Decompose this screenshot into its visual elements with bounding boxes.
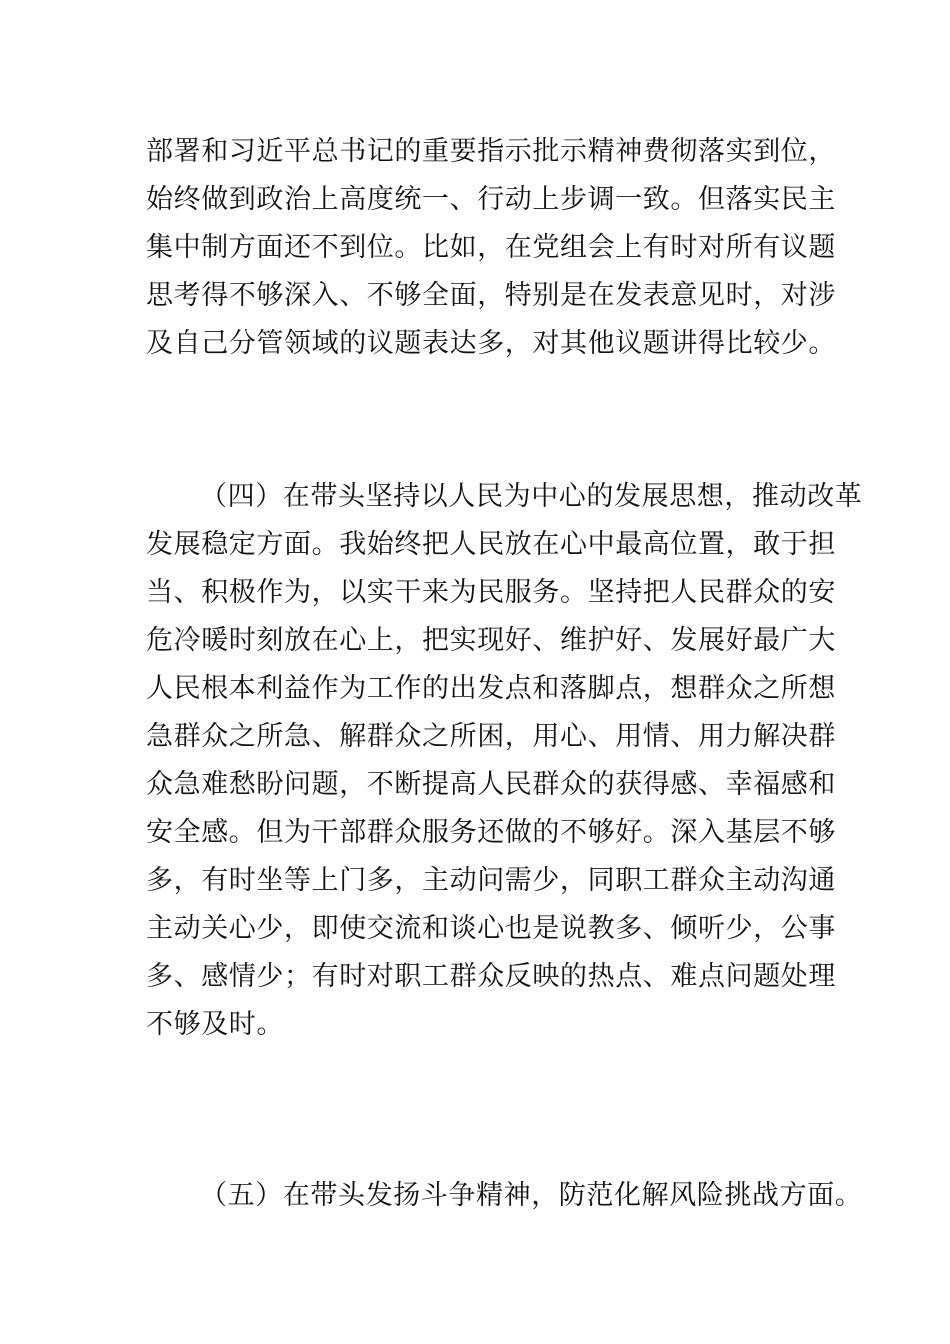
paragraph-2-line-11: 多、感情少；有时对职工群众反映的热点、难点问题处理 bbox=[146, 961, 836, 992]
paragraph-1-line-3: 集中制方面还不到位。比如，在党组会上有时对所有议题 bbox=[146, 232, 836, 263]
paragraph-2-line-7: 众急难愁盼问题，不断提高人民群众的获得感、幸福感和 bbox=[146, 769, 836, 800]
paragraph-2-line-3: 当、积极作为，以实干来为民服务。坚持把人民群众的安 bbox=[146, 577, 836, 608]
paragraph-2-line-8: 安全感。但为干部群众服务还做的不够好。深入基层不够 bbox=[146, 817, 836, 848]
paragraph-1-line-2: 始终做到政治上高度统一、行动上步调一致。但落实民主 bbox=[146, 184, 836, 215]
paragraph-1-line-1: 部署和习近平总书记的重要指示批示精神费彻落实到位， bbox=[146, 136, 836, 167]
paragraph-2-line-2: 发展稳定方面。我始终把人民放在心中最高位置，敢于担 bbox=[146, 529, 836, 560]
paragraph-2-line-12: 不够及时。 bbox=[146, 1009, 284, 1040]
paragraph-2-line-10: 主动关心少，即使交流和谈心也是说教多、倾听少，公事 bbox=[146, 913, 836, 944]
paragraph-2-line-5: 人民根本利益作为工作的出发点和落脚点，想群众之所想 bbox=[146, 673, 836, 704]
paragraph-2-line-9: 多，有时坐等上门多，主动问需少，同职工群众主动沟通 bbox=[146, 865, 836, 896]
paragraph-2-line-6: 急群众之所急、解群众之所困，用心、用情、用力解决群 bbox=[146, 721, 836, 752]
paragraph-2-line-1: （四）在带头坚持以人民为中心的发展思想，推动改革 bbox=[200, 481, 863, 512]
paragraph-3-line-1: （五）在带头发扬斗争精神，防范化解风险挑战方面。 bbox=[200, 1180, 863, 1211]
paragraph-1-line-5: 及自己分管领域的议题表达多，对其他议题讲得比较少。 bbox=[146, 328, 836, 359]
paragraph-1-line-4: 思考得不够深入、不够全面，特别是在发表意见时，对涉 bbox=[146, 280, 836, 311]
paragraph-2-line-4: 危冷暖时刻放在心上，把实现好、维护好、发展好最广大 bbox=[146, 625, 836, 656]
